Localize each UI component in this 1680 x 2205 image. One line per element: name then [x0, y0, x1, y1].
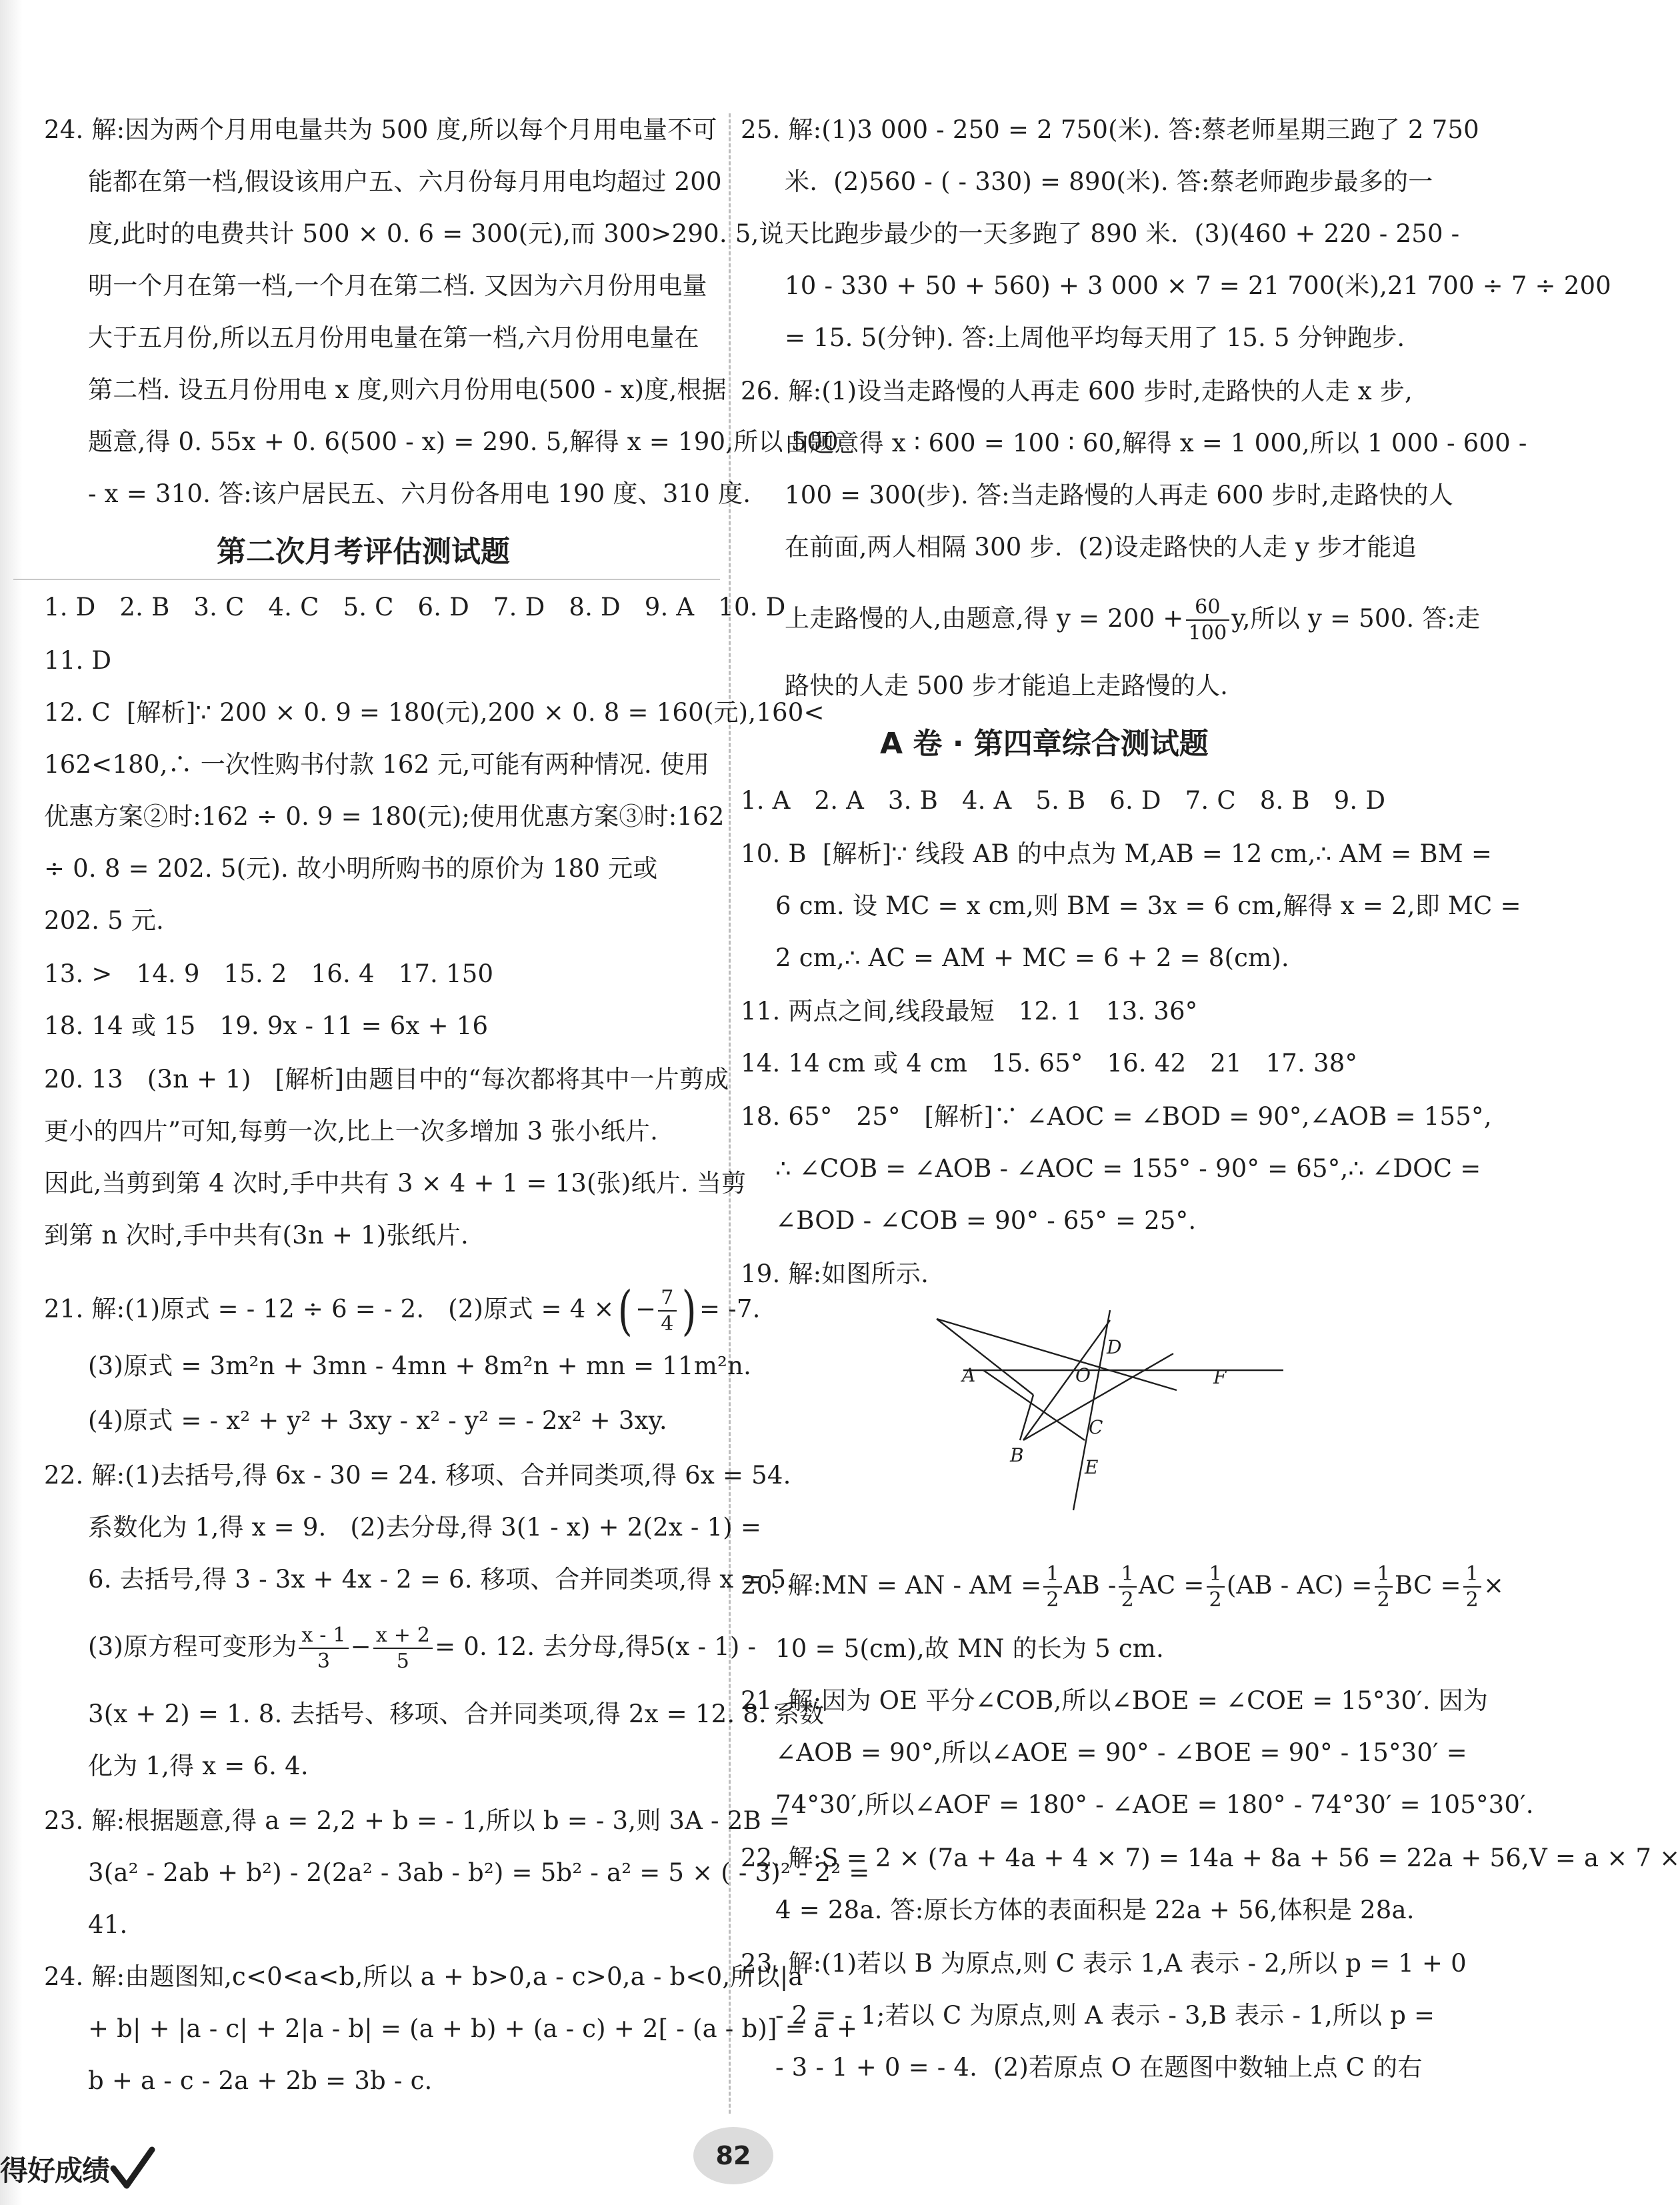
q22c-text-b: = 0. 12. 去分母,得5(x - 1) - [435, 1632, 757, 1661]
label-c: C [1089, 1416, 1103, 1438]
fraction-den: 2 [1209, 1588, 1222, 1612]
fraction-x-2-over-5 [373, 1626, 433, 1672]
q20-paren: (AB - AC) = [1226, 1571, 1373, 1600]
q20-line-4: 到第 n 次时,手中共有(3n + 1)张纸片. [44, 1221, 469, 1250]
fraction-den: 3 [317, 1650, 331, 1673]
fraction-num: x + 2 [373, 1626, 433, 1649]
q12-line-5: 202. 5 元. [44, 906, 165, 935]
q21-line-3: 74°30′,所以∠AOF = 180° - ∠AOE = 180° - 74°30′ = 105°30′. [775, 1790, 1534, 1819]
q25-line-4: 10 - 330 + 50 + 560) + 3 000 × 7 = 21 700(米),21 700 ÷ 7 ÷ 200 [785, 271, 1611, 300]
q25-line-1: 25. 解:(1)3 000 - 250 = 2 750(米). 答:蔡老师星期三跑了 2 750 [741, 115, 1479, 144]
label-b: B [1010, 1444, 1024, 1466]
fraction-den: 2 [1377, 1588, 1390, 1612]
q24-line-7: 题意,得 0. 55x + 0. 6(500 - x) = 290. 5,解得 x = 190,所以 500 [88, 427, 839, 456]
q21-line-1 [44, 1280, 761, 1342]
q25-line-2: 米. (2)560 - ( - 330) = 890(米). 答:蔡老师跑步最多的一 [785, 167, 1433, 196]
q21-line-1: 21. 解:因为 OE 平分∠COB,所以∠BOE = ∠COE = 15°30′. 因为 [741, 1686, 1489, 1715]
answer-11: 11. D [44, 646, 112, 675]
line-a-to-c [983, 1370, 1085, 1440]
section-rule [13, 579, 720, 580]
fraction-den: 2 [1046, 1588, 1059, 1612]
q24b-line-1: 24. 解:由题图知,c<0<a<b,所以 a + b>0,a - c>0,a - b<0,所以|a [44, 1962, 803, 1991]
q20-line-1: 20. 13 (3n + 1) [解析]由题目中的“每次都将其中一片剪成 [44, 1065, 729, 1093]
q24-line-1: 24. 解:因为两个月用电量共为 500 度,所以每个月用电量不可 [44, 115, 717, 144]
q20-line-1 [741, 1564, 1504, 1610]
footer-logo [0, 2146, 156, 2192]
fraction-7-4 [658, 1288, 676, 1334]
footer-logo-text: 得好成绩 [0, 2154, 110, 2187]
fraction-den: 4 [661, 1312, 674, 1336]
paren-open: ( [617, 1280, 633, 1342]
minus-sign: − [635, 1294, 657, 1324]
fraction-den: 2 [1121, 1588, 1134, 1612]
fraction-60-100 [1186, 597, 1230, 643]
page-number: 82 [693, 2127, 773, 2184]
q24-line-4: 明一个月在第一档,一个月在第二档. 又因为六月份用电量 [88, 271, 707, 300]
q26-line-3: 100 = 300(步). 答:当走路慢的人再走 600 步时,走路快的人 [785, 481, 1453, 509]
line-d-to-e [1073, 1310, 1110, 1510]
q22-line-5: 3(x + 2) = 1. 8. 去括号、移项、合并同类项,得 2x = 12. 8. 系数 [88, 1700, 825, 1728]
line-to-b [1020, 1395, 1033, 1440]
q12-line-2: 162<180,∴ 一次性购书付款 162 元,可能有两种情况. 使用 [44, 750, 710, 779]
q22-line-1: 22. 解:(1)去括号,得 6x - 30 = 24. 移项、合并同类项,得 6x = 54. [44, 1461, 791, 1490]
q22-line-4: (3)原方程可变形为 $\frac{x - 1}{3}$ − $\frac{x + 2}{5}$ = 0. 12. 去分母,得5(x - 1) - [88, 1624, 757, 1673]
answers-13-17: 13. > 14. 9 15. 2 16. 4 17. 150 [44, 959, 494, 988]
paren-close: ) [681, 1280, 697, 1342]
q21-line-2: (3)原式 = 3m²n + 3mn - 4mn + 8m²n + mn = 11m²n. [88, 1352, 752, 1380]
q10-line-2: 6 cm. 设 MC = x cm,则 BM = 3x = 6 cm,解得 x = 2,即 MC = [775, 891, 1521, 920]
label-o: O [1075, 1364, 1091, 1386]
q26-line-6: 路快的人走 500 步才能追上走路慢的人. [785, 671, 1229, 700]
scan-edge-shade [0, 0, 23, 2205]
fraction-x-1-over-3 [299, 1626, 348, 1672]
q22c-text-a: (3)原方程可变形为 [88, 1632, 297, 1661]
fraction-den: 2 [1465, 1588, 1479, 1612]
q25-line-3: 天比跑步最少的一天多跑了 890 米. (3)(460 + 220 - 250 - [785, 219, 1460, 248]
q10-line-3: 2 cm,∴ AC = AM + MC = 6 + 2 = 8(cm). [775, 943, 1289, 972]
q26e-text-b: y,所以 y = 500. 答:走 [1231, 604, 1481, 633]
q21-line-2: ∠AOB = 90°,所以∠AOE = 90° - ∠BOE = 90° - 15°30′ = [775, 1738, 1467, 1767]
q23-line-2: - 2 = - 1;若以 C 为原点,则 A 表示 - 3,B 表示 - 1,所以 p = [775, 2001, 1435, 2030]
answers-1-10: 1. D 2. B 3. C 4. C 5. C 6. D 7. D 8. D 9. A 10. D [44, 593, 786, 621]
q24-line-5: 大于五月份,所以五月份用电量在第一档,六月份用电量在 [88, 323, 699, 352]
q22-line-3: 6. 去括号,得 3 - 3x + 4x - 2 = 6. 移项、合并同类项,得 x = 5. [88, 1565, 795, 1594]
q24-line-2: 能都在第一档,假设该用户五、六月份每月用电均超过 200 [88, 167, 722, 196]
fraction-num: 1 [1375, 1564, 1393, 1588]
label-a: A [962, 1364, 976, 1386]
q23-line-3: 41. [88, 1910, 128, 1939]
q22-line-6: 化为 1,得 x = 6. 4. [88, 1752, 309, 1780]
q24-line-3: 度,此时的电费共计 500 × 0. 6 = 300(元),而 300>290. 5,说 [88, 219, 784, 248]
q23-line-1: 23. 解:(1)若以 B 为原点,则 C 表示 1,A 表示 - 2,所以 p = 1 + 0 [741, 1949, 1467, 1978]
q26-line-2: 由题意得 x ∶ 600 = 100 ∶ 60,解得 x = 1 000,所以 1 000 - 600 - [785, 429, 1527, 457]
q24-line-8: - x = 310. 答:该户居民五、六月份各用电 190 度、310 度. [88, 479, 751, 508]
q21-line-3: (4)原式 = - x² + y² + 3xy - x² - y² = - 2x² + 3xy. [88, 1406, 667, 1435]
answers-1-9: 1. A 2. A 3. B 4. A 5. B 6. D 7. C 8. B 9. D [741, 786, 1386, 815]
line-a-to-b-region [937, 1319, 1033, 1395]
fraction-num: 1 [1043, 1564, 1061, 1588]
q18-line-1: 18. 65° 25° [解析]∵ ∠AOC = ∠BOD = 90°,∠AOB = 155°, [741, 1102, 1492, 1131]
fraction-half [1463, 1564, 1481, 1610]
q20-ab: AB - [1063, 1571, 1117, 1600]
label-f: F [1213, 1366, 1227, 1388]
q20-line-2: 更小的四片”可知,每剪一次,比上一次多增加 3 张小纸片. [44, 1117, 659, 1146]
q26-line-1: 26. 解:(1)设当走路慢的人再走 600 步时,走路快的人走 x 步, [741, 377, 1413, 405]
q20-ac: AC = [1138, 1571, 1205, 1600]
q10-line-1: 10. B [解析]∵ 线段 AB 的中点为 M,AB = 12 cm,∴ AM = BM = [741, 839, 1493, 868]
label-d: D [1107, 1336, 1122, 1358]
fraction-half [1207, 1564, 1225, 1610]
fraction-den: 100 [1188, 621, 1227, 645]
q20-line-2: 10 = 5(cm),故 MN 的长为 5 cm. [775, 1634, 1164, 1663]
answers-18-19: 18. 14 或 15 19. 9x - 11 = 6x + 16 [44, 1011, 489, 1040]
q24b-line-2: + b| + |a - c| + 2|a - b| = (a + b) + (a - c) + 2[ - (a - b)] = a + [88, 2014, 858, 2043]
fraction-num: 1 [1119, 1564, 1137, 1588]
fraction-num: 60 [1186, 597, 1230, 621]
answers-14-17: 14. 14 cm 或 4 cm 15. 65° 16. 42 21 17. 38° [741, 1049, 1358, 1077]
q22-line-1: 22. 解:S = 2 × (7a + 4a + 4 × 7) = 14a + 8a + 56 = 22a + 56,V = a × 7 × [741, 1844, 1680, 1872]
fraction-num: 1 [1207, 1564, 1225, 1588]
fraction-num: 7 [658, 1288, 676, 1312]
q21-text: 21. 解:(1)原式 = - 12 ÷ 6 = - 2. (2)原式 = 4 × [44, 1294, 615, 1324]
q22-line-2: 系数化为 1,得 x = 9. (2)去分母,得 3(1 - x) + 2(2x - 1) = [88, 1513, 762, 1542]
q20-text-a: 20. 解:MN = AN - AM = [741, 1571, 1042, 1600]
fraction-num: x - 1 [299, 1626, 348, 1649]
q26e-text-a: 上走路慢的人,由题意,得 y = 200 + [785, 604, 1184, 633]
q24-line-6: 第二档. 设五月份用电 x 度,则六月份用电(500 - x)度,根据 [88, 375, 727, 404]
q21-result: = -7. [699, 1294, 761, 1324]
answers-11-13: 11. 两点之间,线段最短 12. 1 13. 36° [741, 997, 1198, 1025]
q20-bc: BC = [1394, 1571, 1461, 1600]
geometry-figure [910, 1307, 1297, 1520]
q20-times: × [1483, 1571, 1505, 1600]
q23-line-2: 3(a² - 2ab + b²) - 2(2a² - 3ab - b²) = 5b² - a² = 5 × ( - 3)² - 2² = [88, 1858, 870, 1887]
q23-line-1: 23. 解:根据题意,得 a = 2,2 + b = - 1,所以 b = - 3,则 3A - 2B = [44, 1806, 790, 1835]
q23-line-3: - 3 - 1 + 0 = - 4. (2)若原点 O 在题图中数轴上点 C 的右 [775, 2053, 1423, 2082]
q19-line: 19. 解:如图所示. [741, 1260, 929, 1288]
q25-line-5: = 15. 5(分钟). 答:上周他平均每天用了 15. 5 分钟跑步. [785, 323, 1405, 352]
section-title-monthly-test: 第二次月考评估测试题 [217, 535, 510, 569]
q18-line-2: ∴ ∠COB = ∠AOB - ∠AOC = 155° - 90° = 65°,∴ ∠DOC = [775, 1154, 1481, 1183]
q12-line-4: ÷ 0. 8 = 202. 5(元). 故小明所购书的原价为 180 元或 [44, 854, 658, 883]
q20-line-3: 因此,当剪到第 4 次时,手中共有 3 × 4 + 1 = 13(张)纸片. 当剪 [44, 1169, 747, 1198]
q12-line-1: 12. C [解析]∵ 200 × 0. 9 = 180(元),200 × 0. 8 = 160(元),160< [44, 698, 825, 727]
q12-line-3: 优惠方案②时:162 ÷ 0. 9 = 180(元);使用优惠方案③时:162 [44, 802, 725, 831]
q22-line-2: 4 = 28a. 答:原长方体的表面积是 22a + 56,体积是 28a. [775, 1896, 1415, 1924]
fraction-den: 5 [396, 1650, 410, 1673]
checkmark-icon [109, 2146, 156, 2192]
q24b-line-3: b + a - c - 2a + 2b = 3b - c. [88, 2066, 433, 2095]
q26-line-4: 在前面,两人相隔 300 步. (2)设走路快的人走 y 步才能追 [785, 533, 1417, 561]
fraction-num: 1 [1463, 1564, 1481, 1588]
section-title-chapter4: A 卷 · 第四章综合测试题 [880, 727, 1209, 761]
fraction-half [1119, 1564, 1137, 1610]
fraction-half [1043, 1564, 1061, 1610]
q26-line-5 [785, 597, 1480, 643]
label-e: E [1085, 1456, 1099, 1478]
q18-line-3: ∠BOD - ∠COB = 90° - 65° = 25°. [775, 1206, 1197, 1235]
fraction-half [1375, 1564, 1393, 1610]
